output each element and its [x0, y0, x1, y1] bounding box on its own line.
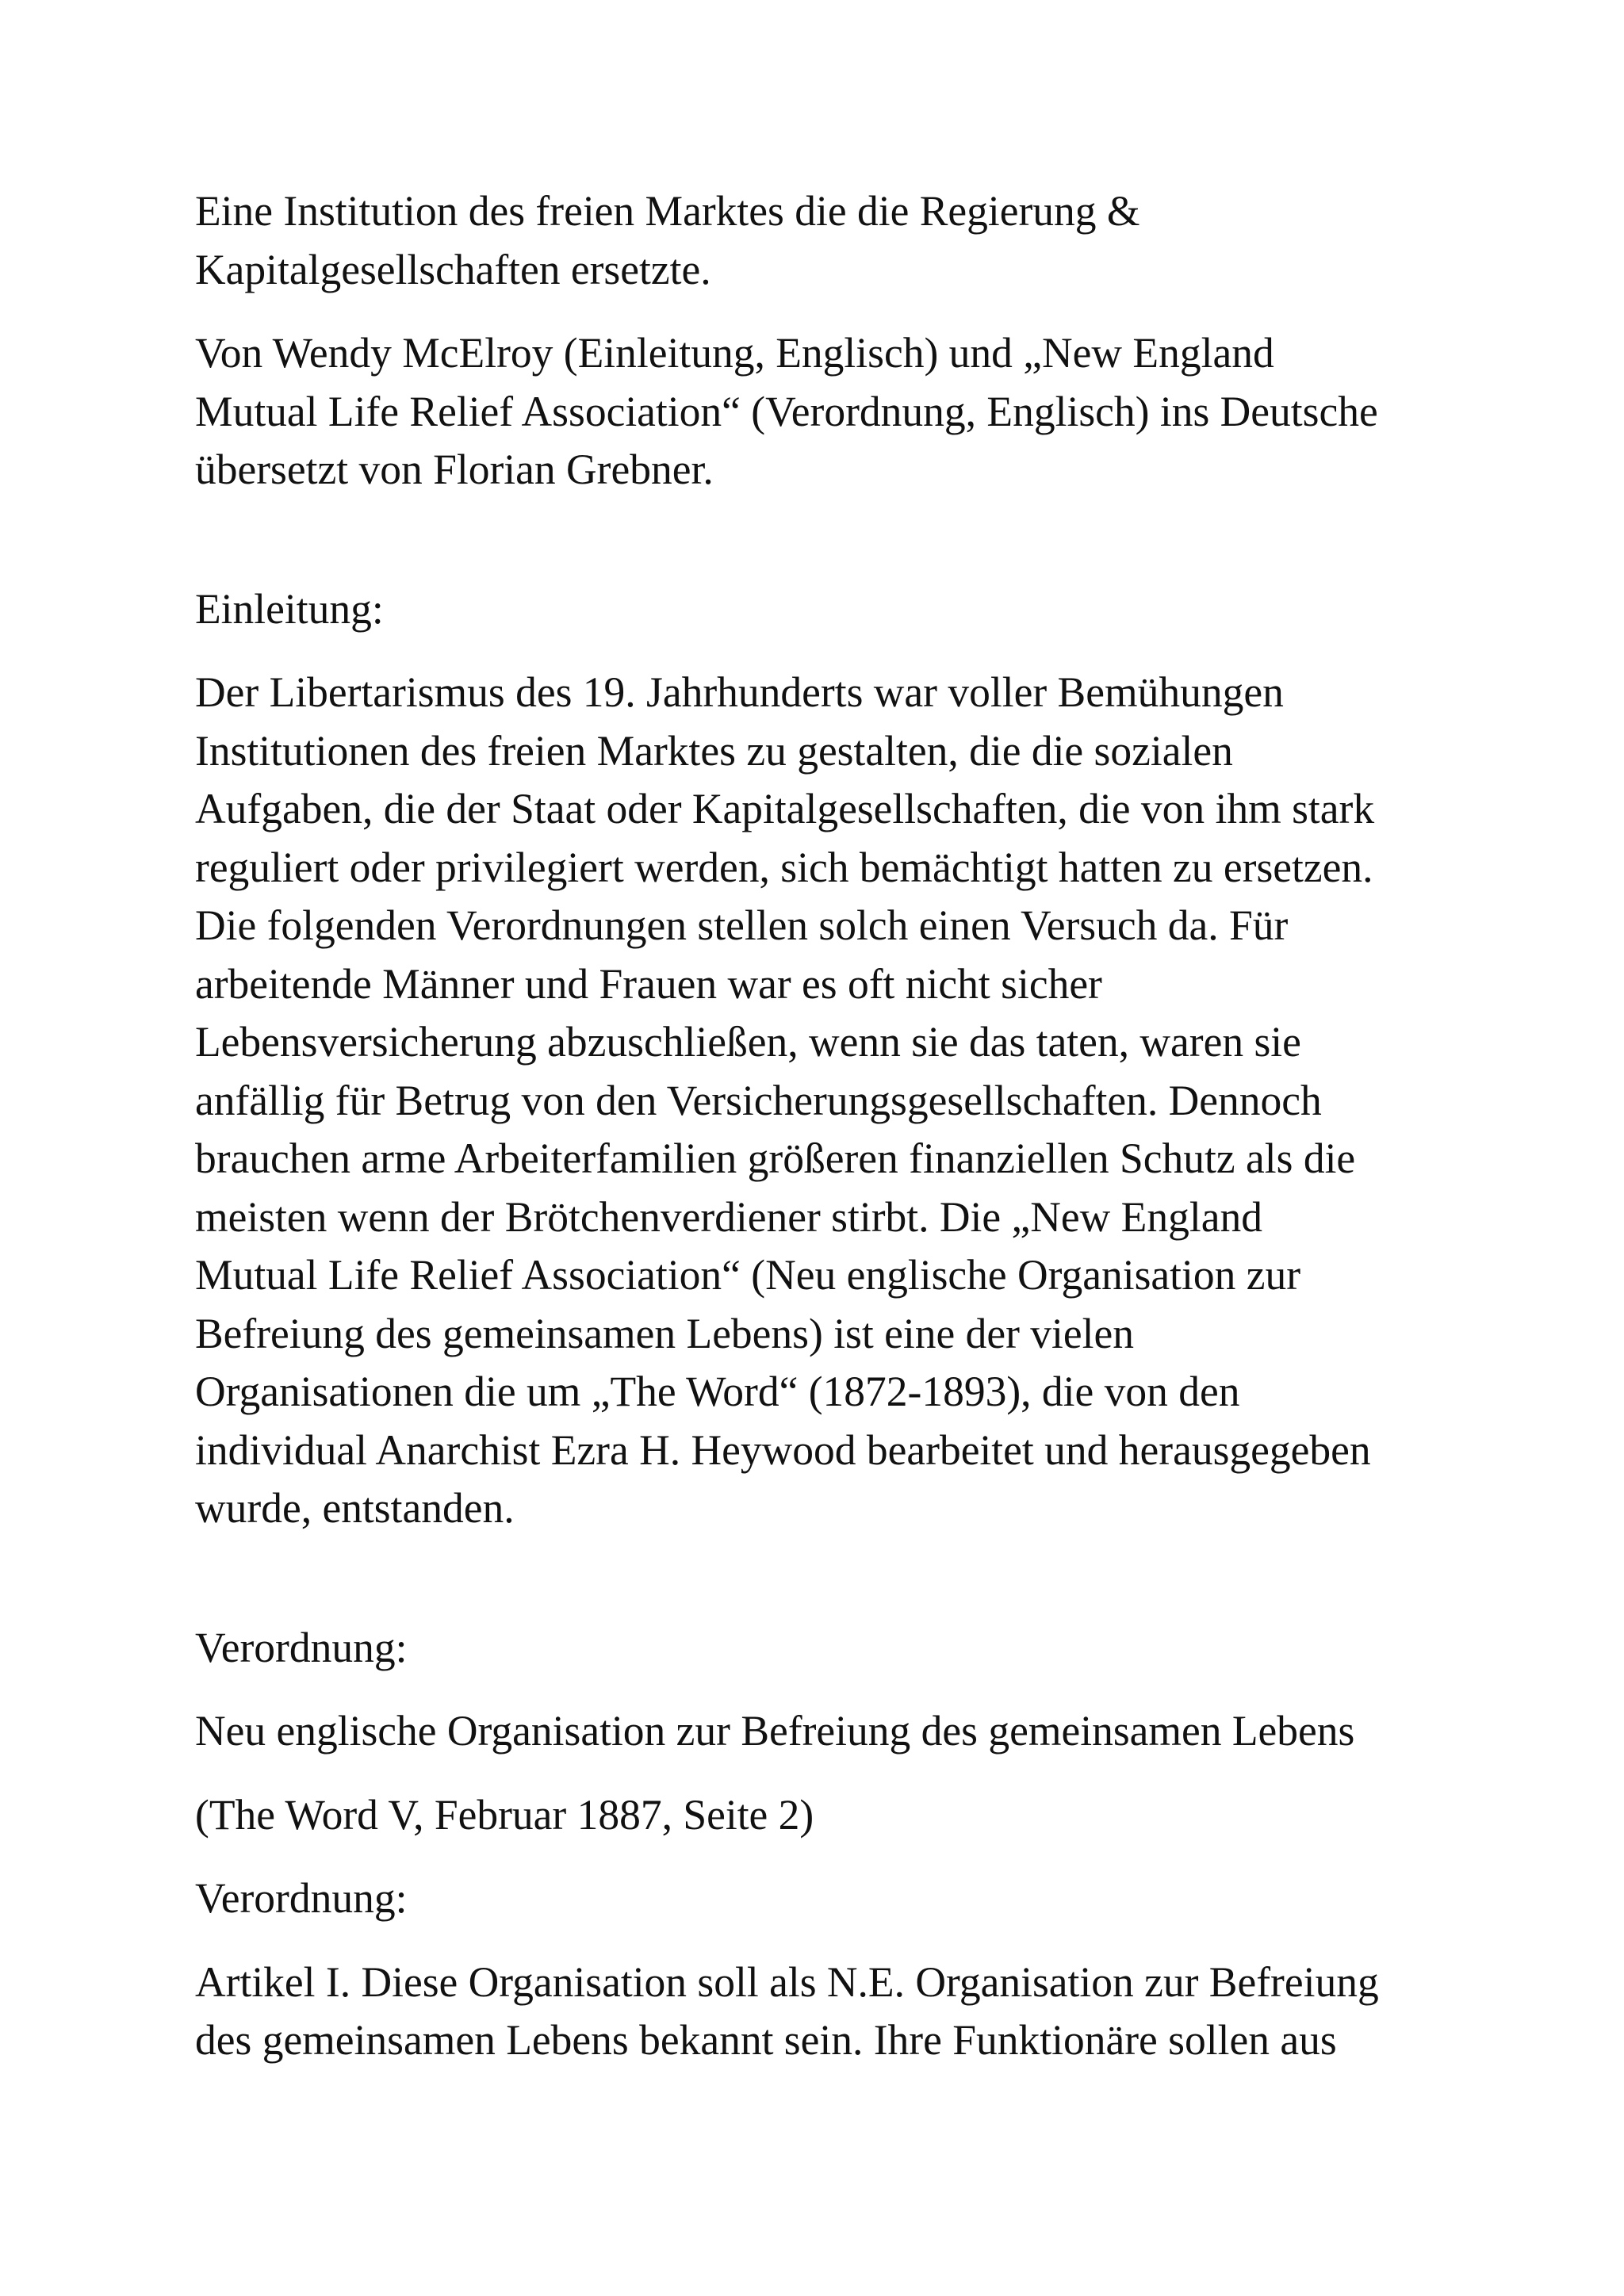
intro-paragraph: Der Libertarismus des 19. Jahrhunderts war voller Bemühungen Institutionen des freien Marktes zu gestalten, die die sozialen Aufgaben, die der Staat oder Kapitalgesellschaften, die von ihm stark reguliert oder privilegiert werden, sich bemächtigt hatten zu ersetzen. Die folgenden Verordnungen stellen solch einen Versuch da. Für arbeitende Männer und Frauen war es oft nicht sicher Lebensversicherung abzuschließen, wenn sie das taten, waren sie anfällig für Betrug von den Versicherungsgesellschaften. Dennoch brauchen arme Arbeiterfamilien größeren finanziellen Schutz als die meisten wenn der Brötchenverdiener stirbt. Die „New England Mutual Life Relief Association“ (Neu englische Organisation zur Befreiung des gemeinsamen Lebens) ist eine der vielen Organisationen die um „The Word“ (1872-1893), die von den individual Anarchist Ezra H. Heywood bearbeitet und herausgegeben wurde, entstanden. [195, 668, 1375, 1532]
ordinance-title: Neu englische Organisation zur Befreiung des gemeinsamen Lebens [195, 1707, 1355, 1755]
intro-heading: Einleitung: [195, 584, 384, 633]
document-subtitle: Eine Institution des freien Marktes die die Regierung & Kapitalgesellschaften ersetzte. [195, 187, 1140, 293]
translation-attribution: Von Wendy McElroy (Einleitung, Englisch) und „New England Mutual Life Relief Association“ (Verordnung, Englisch) ins Deutsche übersetzt von Florian Grebner. [195, 329, 1378, 493]
ordinance-heading-second: Verordnung: [195, 1874, 408, 1922]
article-one-paragraph: Artikel I. Diese Organisation soll als N.E. Organisation zur Befreiung des gemeinsamen Lebens bekannt sein. Ihre Funktionäre sollen aus [195, 1957, 1379, 2064]
ordinance-source: (The Word V, Februar 1887, Seite 2) [195, 1790, 814, 1839]
ordinance-heading: Verordnung: [195, 1623, 408, 1671]
document-page [195, 182, 1480, 2070]
